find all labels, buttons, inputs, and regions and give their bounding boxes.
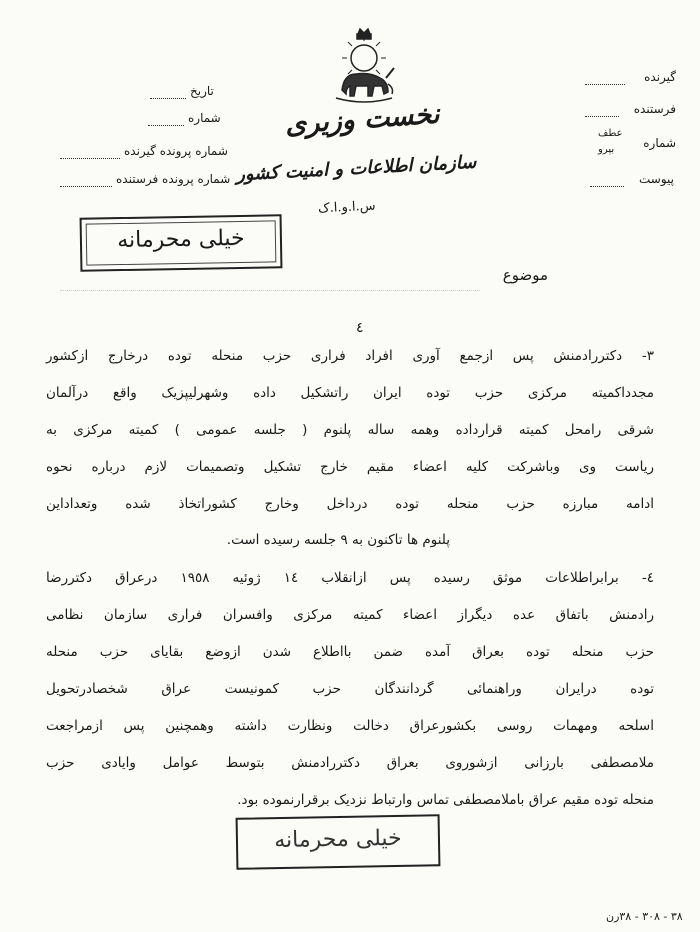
classification-stamp [80, 214, 283, 272]
body-line: رادمنش باتفاق عده دیگراز اعضاء کمیته مرکزی وافسران فراری سازمان نظامی [46, 607, 654, 623]
right-number-field-label: شماره [643, 136, 676, 150]
footer-stamp-text: خیلی محرمانه [274, 825, 402, 854]
body-line: منحله توده مقیم عراق باملامصطفی تماس وارتباط نزدیک برقرارنموده بود. [237, 792, 654, 808]
body-line: ادامه مبارزه حزب منحله توده درداخل وخارج کشوراتخاذ شده وتعداداین [46, 496, 654, 512]
subject-label: موضوع [502, 266, 548, 284]
body-line: توده درایران وراهنمائی گردانندگان حزب کمونیست عراق شخصادرتحویل [46, 681, 654, 697]
page-marker: ٤ [356, 320, 364, 336]
recipient-field-line [585, 84, 625, 85]
date-field-label: تاریخ [190, 84, 214, 98]
classification-stamp-text: خیلی محرمانه [117, 225, 245, 254]
body-line: ٤- برابراطلاعات موثق رسیده پس ازانقلاب ١٤ ژوئیه ١٩٥٨ درعراق دکتررضا [46, 570, 654, 586]
body-line: مجدداکمیته مرکزی حزب توده ایران راتشکیل داده وشهرلیپزیک واقع درآلمان [46, 385, 654, 401]
footer-classification-stamp [236, 814, 441, 870]
sender-file-number-line [60, 186, 112, 187]
subject-line [60, 290, 480, 291]
sender-file-number-label: شماره پرونده فرستنده [116, 172, 231, 186]
body-line: ۳- دکتررادمنش پس ازجمع آوری افراد فراری حزب منحله توده درخارج ازکشور [46, 348, 654, 364]
reference-note-label: عطف [598, 128, 623, 139]
organization-title: سازمان اطلاعات و امنیت کشور [235, 151, 477, 186]
ministry-title: نخست وزیری [284, 98, 441, 141]
reference-code: س.ا.و.ا.ک [317, 198, 376, 217]
number-field-label: شماره [188, 111, 221, 125]
sender-field-label: فرستنده [633, 102, 676, 116]
body-line: ملامصطفی بارزانی ازشوروی بعراق دکتررادمنش بتوسط عوامل وایادی حزب [46, 755, 654, 771]
body-line: اسلحه ومهمات روسی بکشورعراق دخالت ونظارت داشته وهمچنین پس ازمراجعت [46, 718, 654, 734]
receiver-file-number-line [60, 158, 120, 159]
sender-field-line [585, 116, 619, 117]
footer-document-code: ۳۸ - ۳۰۸ - ۳۸رن [606, 910, 683, 923]
body-line: شرقی رامحل کمیته قرارداده وهمه ساله پلنوم ( جلسه عمومی ) کمیته مرکزی به [46, 422, 654, 438]
attachment-field-line [590, 186, 624, 187]
reference-note-label-2: بپرو [598, 144, 615, 155]
lion-and-sun-emblem-icon [330, 28, 398, 106]
receiver-file-number-label: شماره پرونده گیرنده [124, 144, 228, 158]
attachment-field-label: پیوست [639, 172, 674, 186]
body-line: پلنوم ها تاکنون به ۹ جلسه رسیده است. [226, 532, 450, 548]
body-line: حزب منحله توده بعراق آمده ضمن بااطلاع شدن ازوضع بقایای حزب منحله [46, 644, 654, 660]
number-field-line [148, 125, 184, 126]
date-field-line [150, 98, 186, 99]
body-line: ریاست وی وباشرکت کلیه اعضاء مقیم خارج تشکیل وتصمیمات لازم درباره نحوه [46, 459, 654, 475]
recipient-field-label: گیرنده [644, 70, 676, 84]
